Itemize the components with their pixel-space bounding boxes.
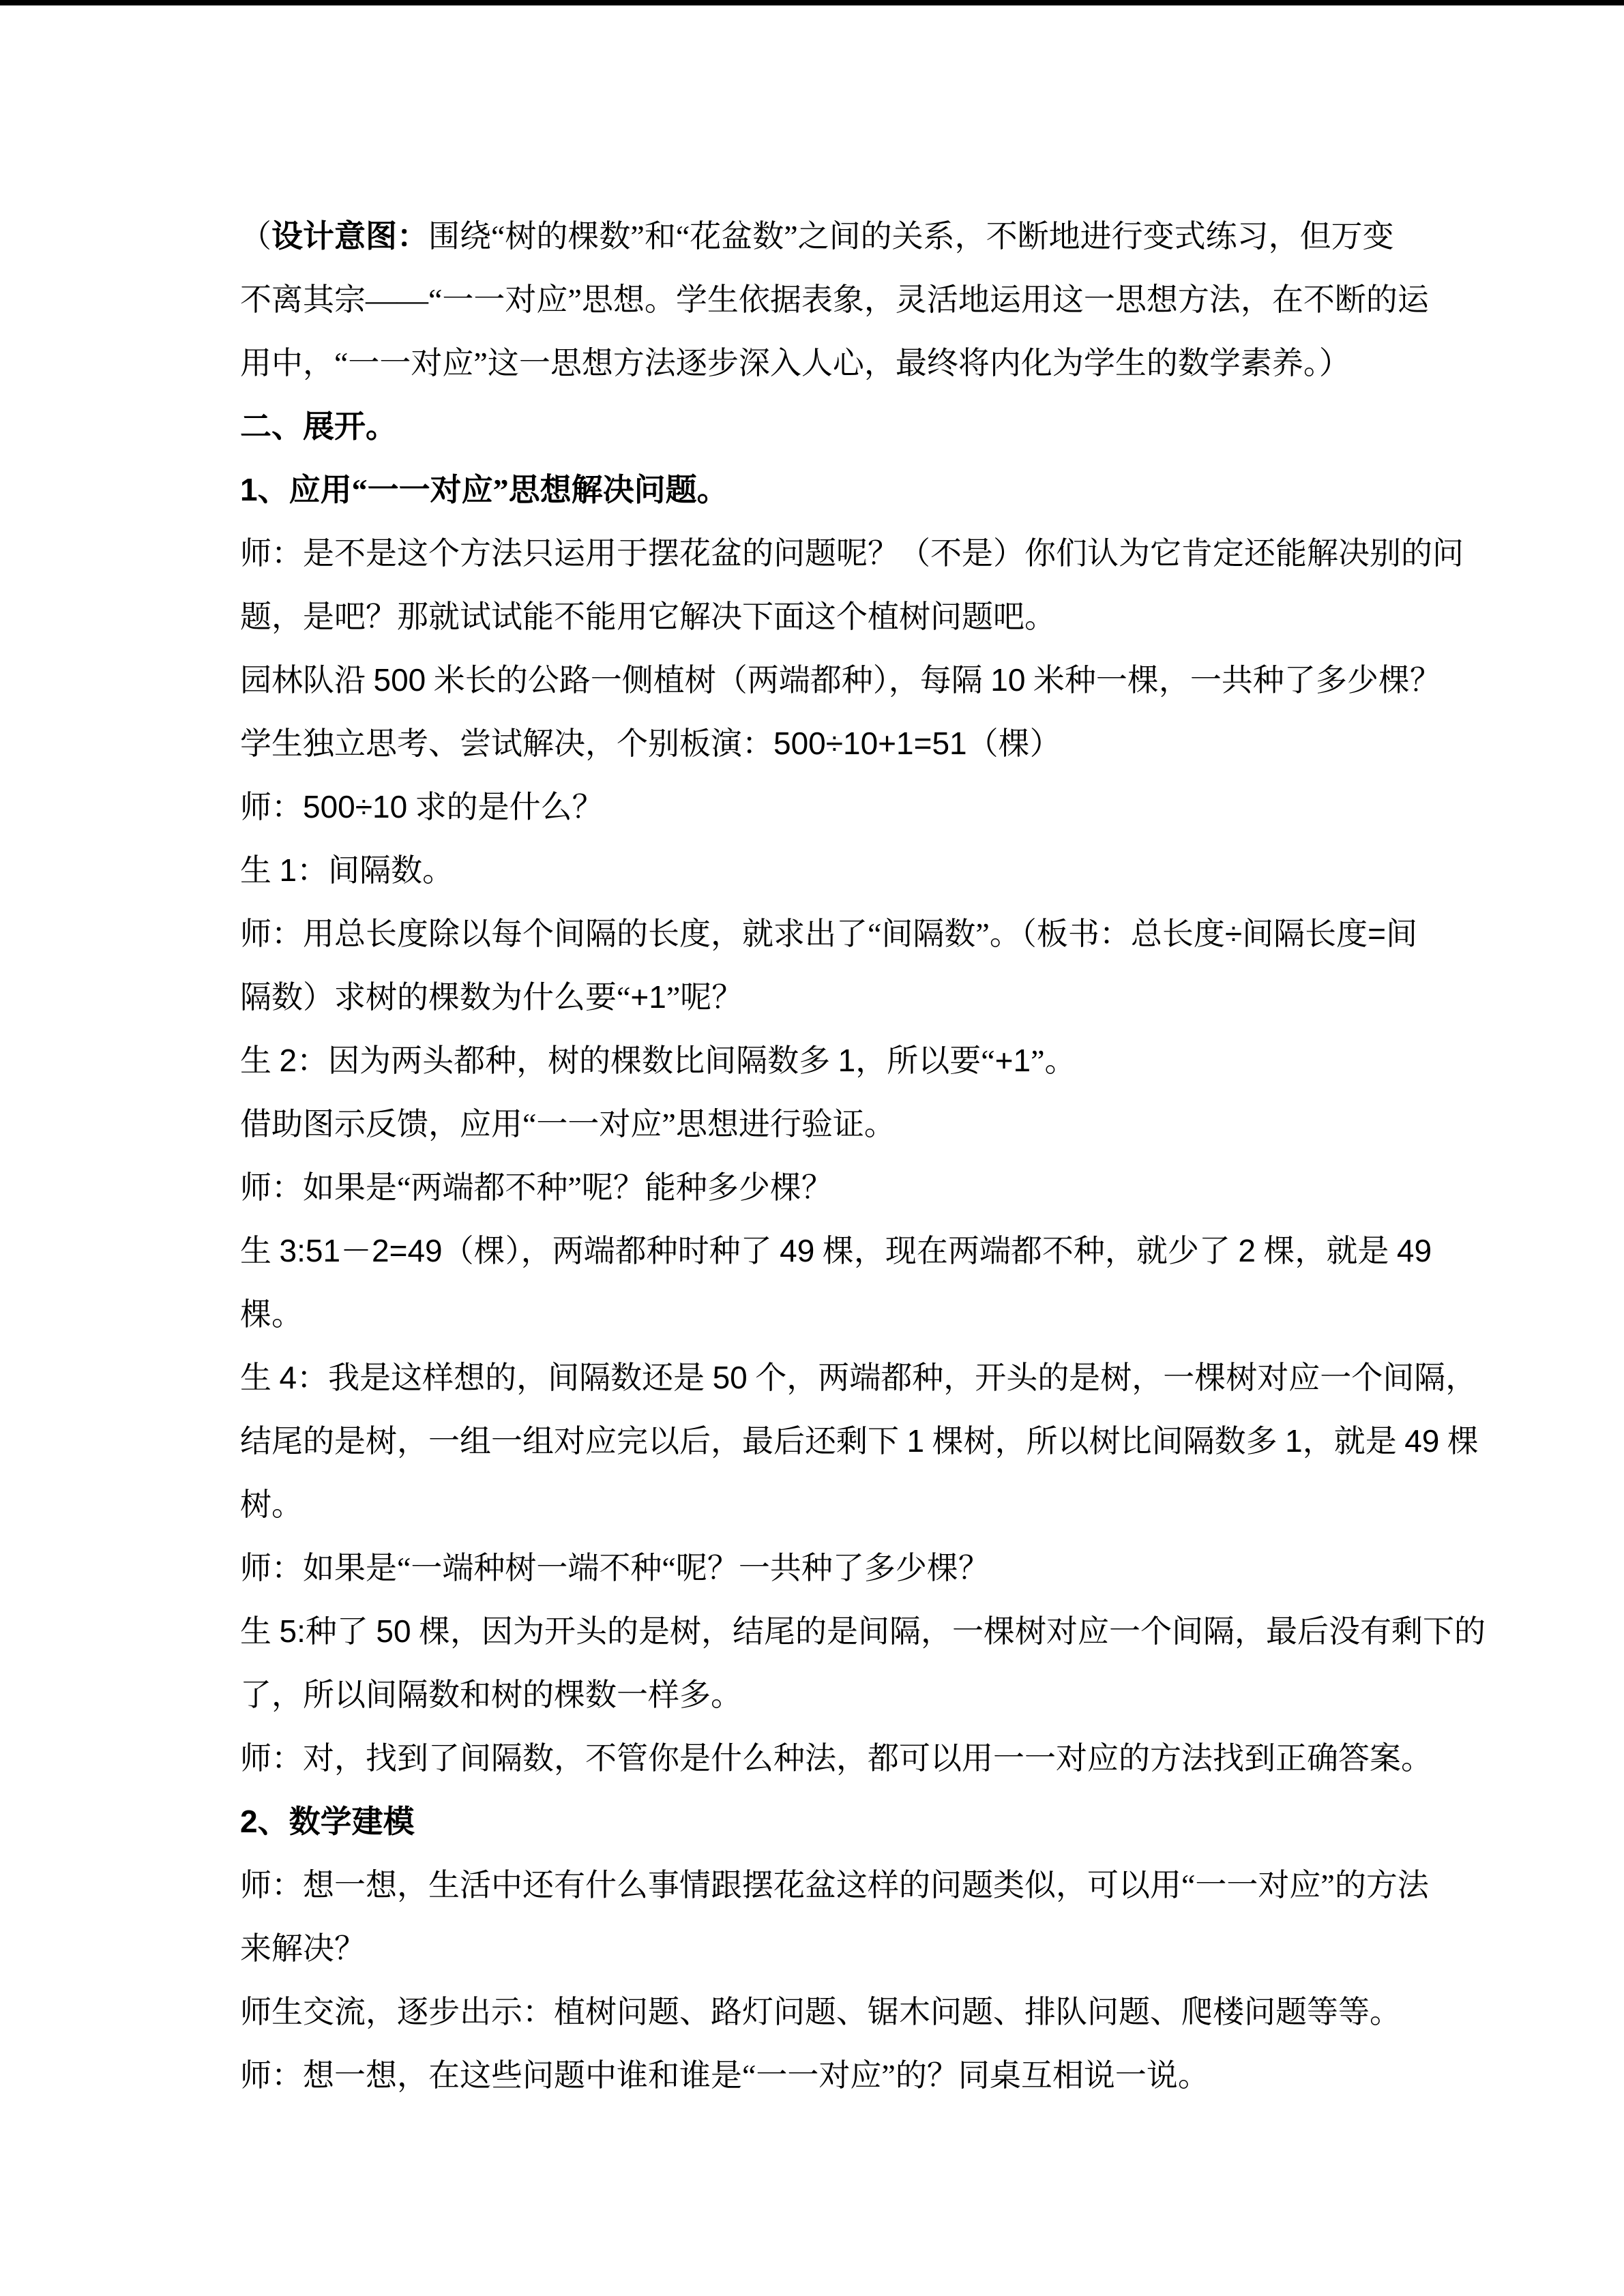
text-line <box>240 1663 1413 1727</box>
text-line <box>240 712 1413 775</box>
top-border-bar <box>0 0 1624 5</box>
text-segment: 结尾的是树，一组一组对应完以后，最后还剩下 1 棵树，所以树比间隔数多 1，就是 49 棵 <box>240 1423 1479 1459</box>
text-segment: 用中，“一一对应”这一思想方法逐步深入人心，最终将内化为学生的数学素养。） <box>240 346 1350 381</box>
text-line <box>240 839 1413 902</box>
text-segment: （ <box>240 219 271 254</box>
text-line <box>240 1029 1413 1092</box>
text-segment: 棵。 <box>240 1297 303 1332</box>
text-line <box>240 268 1429 331</box>
text-segment: 师：如果是“一端种树一端不种“呢？一共种了多少棵？ <box>240 1551 990 1585</box>
text-segment: 了，所以间隔数和树的棵数一样多。 <box>240 1678 742 1712</box>
bold-text-segment: 1、应用“一一对应”思想解决问题。 <box>240 472 728 507</box>
text-segment: 围绕“树的棵数”和“花盆数”之间的关系，不断地进行变式练习，但万变 <box>428 219 1394 254</box>
text-line <box>240 1790 1413 1853</box>
bold-text-segment: 2、数学建模 <box>240 1804 415 1839</box>
text-line <box>240 331 1413 395</box>
text-line <box>240 1410 1479 1473</box>
text-line <box>240 902 1417 966</box>
text-line <box>240 1346 1477 1410</box>
text-segment: 园林队沿 500 米长的公路一侧植树（两端都种），每隔 10 米种一棵，一共种了多少棵？ <box>240 662 1441 698</box>
text-segment: 树。 <box>240 1487 303 1522</box>
text-line <box>240 1473 1413 1536</box>
text-segment: 生 1：间隔数。 <box>240 852 454 888</box>
bold-text-segment: 设计意图： <box>271 219 428 254</box>
text-segment: 师：是不是这个方法只运用于摆花盆的问题呢？（不是）你们认为它肯定还能解决别的问 <box>240 536 1464 571</box>
text-segment: 借助图示反馈，应用“一一对应”思想进行验证。 <box>240 1107 896 1142</box>
text-line <box>240 966 1413 1029</box>
text-segment: 师生交流，逐步出示：植树问题、路灯问题、锯木问题、排队问题、爬楼问题等等。 <box>240 1995 1401 2029</box>
text-segment: 生 5:种了 50 棵，因为开头的是树，结尾的是间隔，一棵树对应一个间隔，最后没有剩下的 <box>240 1613 1486 1649</box>
text-segment: 学生独立思考、尝试解决，个别板演：500÷10+1=51（棵） <box>240 726 1061 761</box>
text-line <box>240 1600 1486 1663</box>
text-line <box>240 1092 1413 1156</box>
text-line <box>240 1980 1413 2044</box>
text-segment: 师：对，找到了间隔数，不管你是什么种法，都可以用一一对应的方法找到正确答案。 <box>240 1741 1432 1776</box>
text-segment: 不离其宗——“一一对应”思想。学生依据表象，灵活地运用这一思想方法，在不断的运 <box>240 282 1429 317</box>
text-line <box>240 2044 1413 2107</box>
text-segment: 生 2：因为两头都种，树的棵数比间隔数多 1，所以要“+1”。 <box>240 1043 1076 1078</box>
text-segment: 来解决？ <box>240 1931 366 1966</box>
bold-text-segment: 二、展开。 <box>240 409 397 444</box>
text-line <box>240 1156 1413 1219</box>
text-segment: 师：500÷10 求的是什么？ <box>240 789 604 824</box>
text-segment: 师：用总长度除以每个间隔的长度，就求出了“间隔数”。（板书：总长度÷间隔长度=间 <box>240 916 1417 951</box>
text-line <box>240 522 1464 585</box>
document-body <box>240 205 1486 2107</box>
text-segment: 师：想一想，生活中还有什么事情跟摆花盆这样的问题类似，可以用“一一对应”的方法 <box>240 1868 1429 1903</box>
text-segment: 生 3:51－2=49（棵），两端都种时种了 49 棵，现在两端都不种，就少了 2 棵，就是 49 <box>240 1233 1432 1268</box>
text-line <box>240 1536 1413 1600</box>
text-line <box>240 1853 1429 1917</box>
text-line <box>240 395 1413 458</box>
text-segment: 生 4：我是这样想的，间隔数还是 50 个，两端都种，开头的是树，一棵树对应一个间隔， <box>240 1360 1477 1395</box>
text-line <box>240 775 1413 839</box>
text-line <box>240 1219 1432 1283</box>
text-line <box>240 1283 1413 1346</box>
text-segment: 师：想一想，在这些问题中谁和谁是“一一对应”的？同桌互相说一说。 <box>240 2058 1209 2093</box>
text-line <box>240 1917 1413 1980</box>
text-line <box>240 458 1413 522</box>
text-segment: 题，是吧？那就试试能不能用它解决下面这个植树问题吧。 <box>240 599 1056 634</box>
text-line <box>240 585 1413 648</box>
text-line <box>240 205 1413 268</box>
text-line <box>240 1727 1432 1790</box>
text-segment: 隔数）求树的棵数为什么要“+1”呢？ <box>240 979 743 1015</box>
text-segment: 师：如果是“两端都不种”呢？能种多少棵？ <box>240 1170 833 1205</box>
text-line <box>240 648 1441 712</box>
